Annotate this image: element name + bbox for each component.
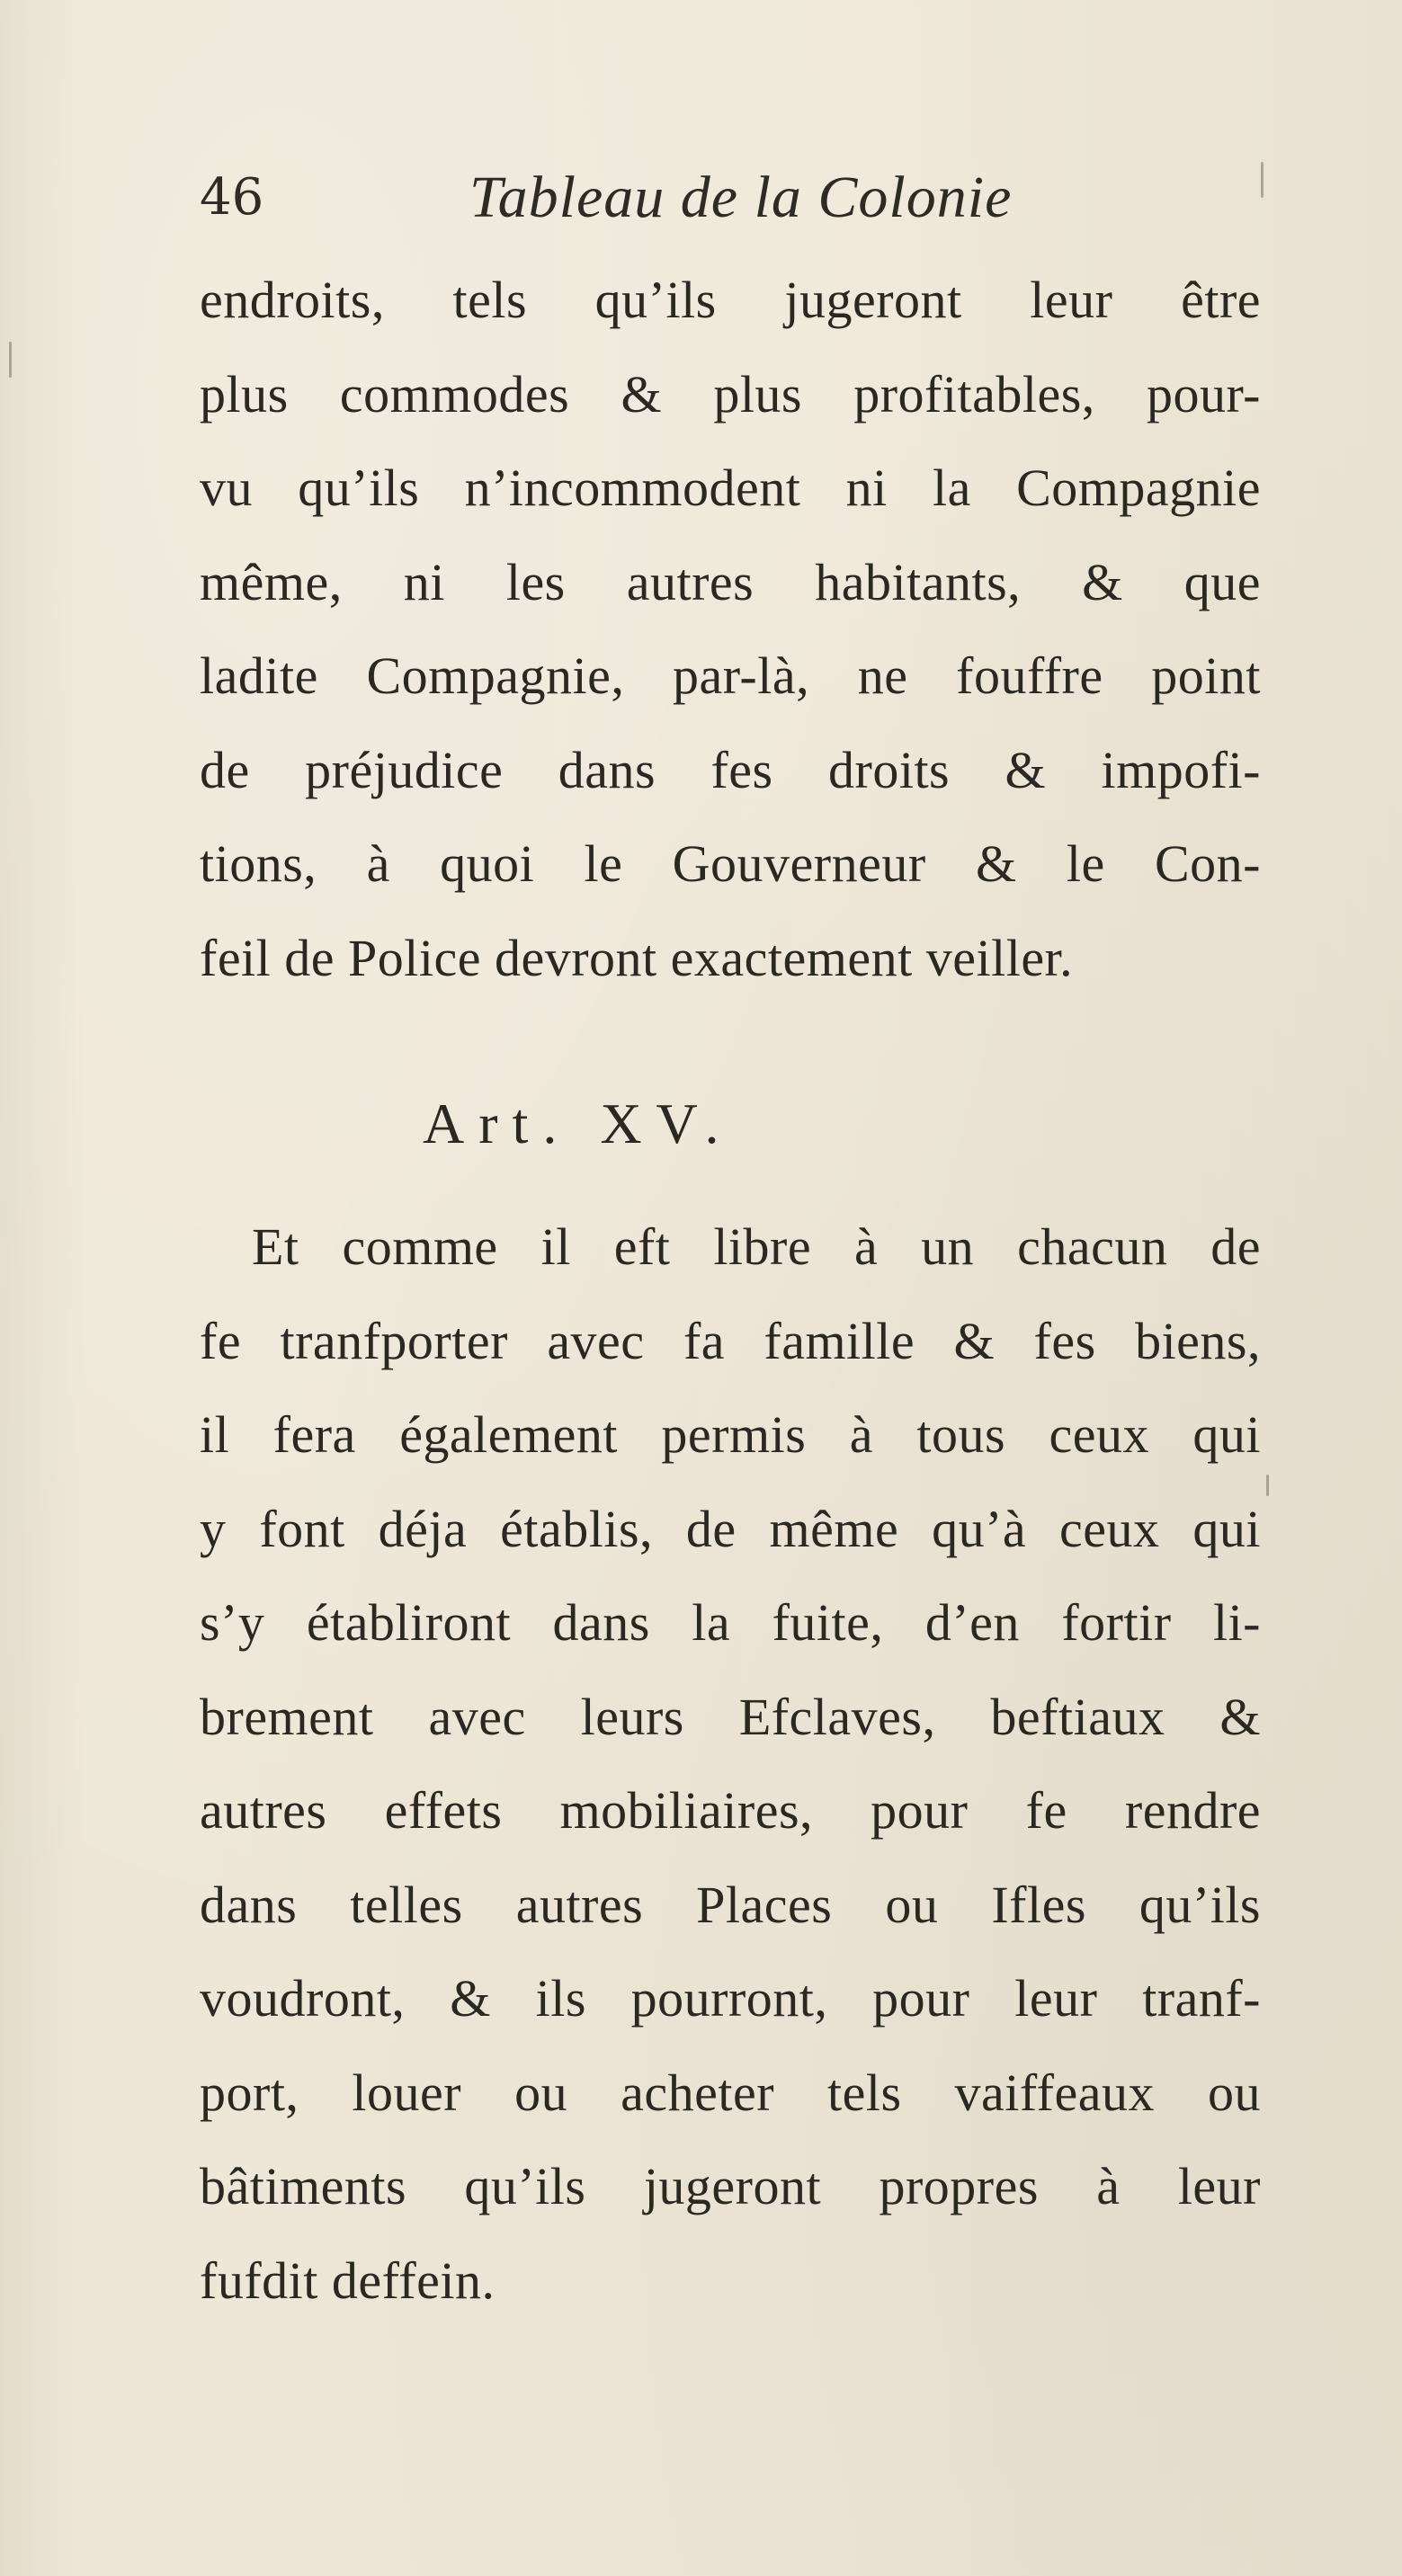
text-line: il fera également permis à tous ceux qui [200, 1405, 1261, 1464]
text-line: tions, à quoi le Gouverneur & le Con- [200, 834, 1261, 893]
text-line: brement avec leurs Efclaves, beftiaux & [200, 1687, 1261, 1746]
text-line: fufdit deffein. [200, 2251, 496, 2310]
article-heading: Art. XV. [423, 1092, 734, 1155]
paragraph-article-xiv-end [200, 254, 1261, 1005]
text-line: dans telles autres Places ou Ifles qu’ils [200, 1875, 1261, 1934]
text-line: feil de Police devront exactement veiller. [200, 928, 1074, 987]
text-line: bâtiments qu’ils jugeront propres à leur [200, 2157, 1261, 2215]
text-line: vu qu’ils n’incommodent ni la Compagnie [200, 459, 1261, 517]
text-line: plus commodes & plus profitables, pour- [200, 364, 1261, 423]
text-line: s’y établiront dans la fuite, d’en fortir li- [200, 1593, 1261, 1652]
text-line: endroits, tels qu’ils jugeront leur être [200, 271, 1261, 329]
text-line: autres effets mobiliaires, pour fe rendre [200, 1781, 1261, 1840]
text-line: ladite Compagnie, par-là, ne fouffre point [200, 646, 1261, 705]
running-title: Tableau de la Colonie [469, 165, 1013, 230]
paper-speck [9, 342, 12, 378]
text-line: fe tranfporter avec fa famille & fes biens, [200, 1311, 1261, 1370]
page-header [200, 162, 1279, 234]
text-line: port, louer ou acheter tels vaiffeaux ou [200, 2063, 1261, 2122]
paper-speck [1266, 1475, 1269, 1496]
text-line: Et comme il eft libre à un chacun de [252, 1217, 1261, 1276]
page-number: 46 [200, 168, 264, 227]
article-xv [200, 1056, 1261, 2328]
text-line: même, ni les autres habitants, & que [200, 552, 1261, 611]
text-line: y font déja établis, de même qu’à ceux qui [200, 1499, 1261, 1558]
text-line: de préjudice dans fes droits & impofi- [200, 740, 1261, 799]
text-line: voudront, & ils pourront, pour leur tranf- [200, 1969, 1261, 2028]
